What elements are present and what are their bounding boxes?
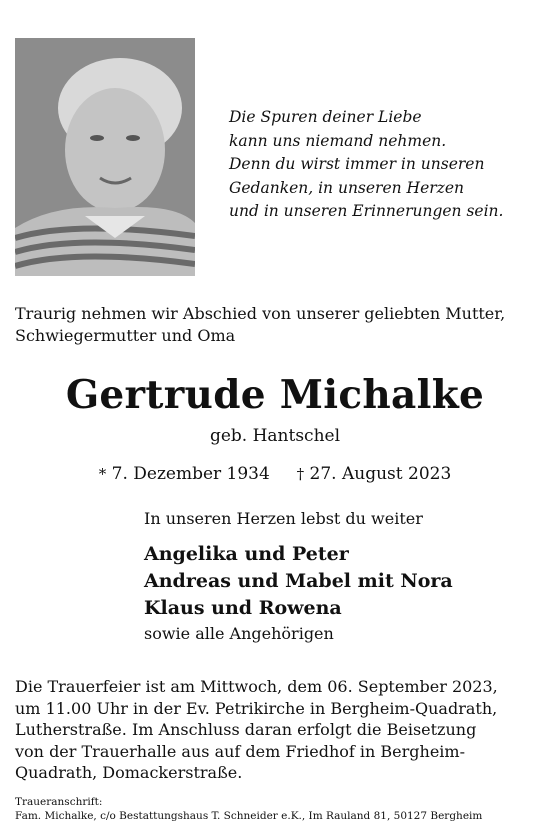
mourning-address <box>15 795 545 823</box>
poem-line: kann uns niemand nehmen. <box>229 131 447 150</box>
intro-text <box>15 303 540 347</box>
death-date: 27. August 2023 <box>309 464 452 484</box>
maiden-name: geb. Hantschel <box>209 426 341 446</box>
ceremony-info <box>15 676 540 784</box>
ceremony-line: Lutherstraße. Im Anschluss daran erfolgt die Beisetzung <box>15 720 477 739</box>
birth-symbol: * <box>98 465 107 483</box>
intro-line: Traurig nehmen wir Abschied von unserer geliebten Mutter, <box>15 304 506 323</box>
poem-line: und in unseren Erinnerungen sein. <box>229 202 504 220</box>
memorial-poem <box>229 106 539 224</box>
portrait-illustration <box>15 38 195 276</box>
family-member: Andreas und Mabel mit Nora <box>144 570 453 592</box>
life-dates <box>0 461 550 487</box>
address-label: Traueranschrift: <box>15 796 103 808</box>
deceased-name: Gertrude Michalke <box>65 372 485 418</box>
ceremony-line: von der Trauerhalle aus auf dem Friedhof in Bergheim- <box>15 741 465 761</box>
address-line: Fam. Michalke, c/o Bestattungshaus T. Schneider e.K., Im Rauland 81, 50127 Bergheim <box>15 810 483 822</box>
birth-date: 7. Dezember 1934 <box>111 464 270 484</box>
portrait-photo <box>15 38 195 276</box>
death-symbol: † <box>296 465 305 483</box>
ceremony-line: um 11.00 Uhr in der Ev. Petrikirche in Bergheim-Quadrath, <box>15 698 498 718</box>
poem-line: Denn du wirst immer in unseren <box>229 155 485 173</box>
family-member: Klaus und Rowena <box>144 597 342 619</box>
family-block <box>144 507 544 646</box>
family-subtitle: In unseren Herzen lebst du weiter <box>144 509 423 528</box>
ceremony-line: Quadrath, Domackerstraße. <box>15 763 243 782</box>
poem-line: Gedanken, in unseren Herzen <box>229 178 464 197</box>
family-member: Angelika und Peter <box>144 543 349 565</box>
family-others: sowie alle Angehörigen <box>144 624 334 643</box>
poem-line: Die Spuren deiner Liebe <box>229 108 422 126</box>
intro-line: Schwiegermutter und Oma <box>15 326 236 345</box>
ceremony-line: Die Trauerfeier ist am Mittwoch, dem 06. September 2023, <box>15 677 498 696</box>
